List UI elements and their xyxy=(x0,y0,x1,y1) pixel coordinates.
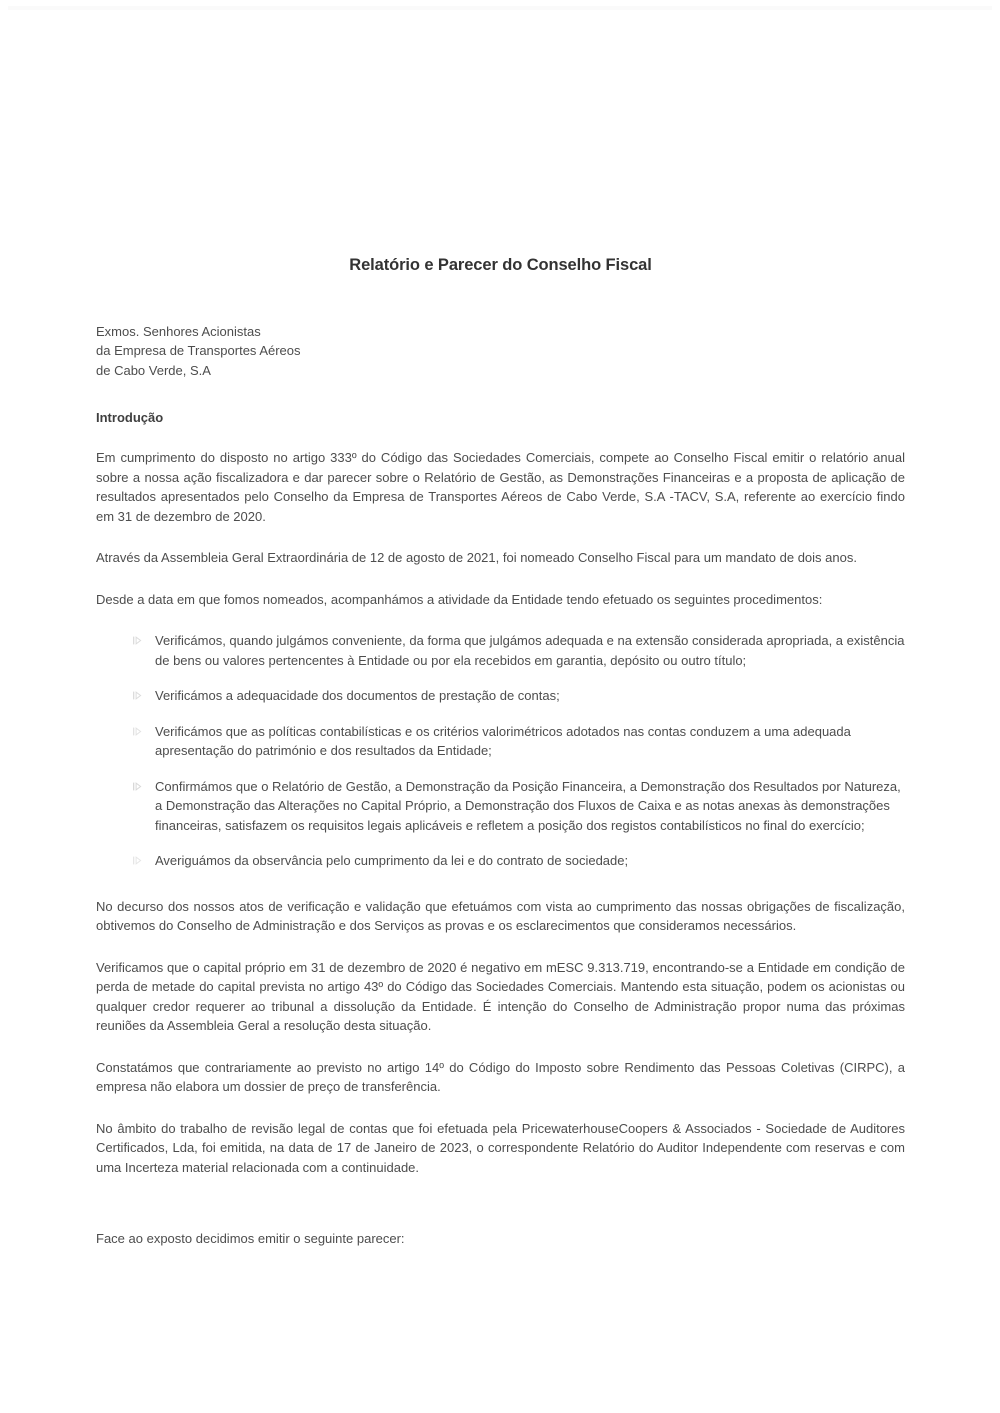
arrow-bullet-icon xyxy=(133,691,142,700)
arrow-bullet-icon xyxy=(133,856,142,865)
addressee-line-3: de Cabo Verde, S.A xyxy=(96,362,211,378)
list-item-text: Verificámos, quando julgámos conveniente, da forma que julgámos adequada e na extensão considerada apropriada, a existência de bens ou valores pertencentes à Entidade ou por ela recebidos em garantia, depósito ou outro título; xyxy=(155,633,905,668)
paragraph-mandate-scope: Em cumprimento do disposto no artigo 333º do Código das Sociedades Comerciais, compete ao Conselho Fiscal emitir o relatório anual sobre a nossa ação fiscalizadora e dar parecer sobre o Relatório de Gestão, as Demonstrações Financeiras e a proposta de aplicação de resultados apresentados pelo Conselho da Empresa de Transportes Aéreos de Cabo Verde, S.A -TACV, S.A, referente ao exercício findo em 31 de dezembro de 2020. xyxy=(96,450,905,524)
paragraph-negative-equity: Verificamos que o capital próprio em 31 de dezembro de 2020 é negativo em mESC 9.313.719, encontrando-se a Entidade em condição de perda de metade do capital prevista no artigo 43º do Código das Sociedades Comerciais. Mantendo esta situação, podem os acionistas ou qualquer credor requerer ao tribunal a dissolução da Entidade. É intenção do Conselho de Administração propor numa das próximas reuniões da Assembleia Geral a resolução desta situação. xyxy=(96,959,905,1034)
paragraph-transfer-pricing: Constatámos que contrariamente ao previsto no artigo 14º do Código do Imposto sobre Rendimento das Pessoas Coletivas (CIRPC), a empresa não elabora um dossier de preço de transferência. xyxy=(96,1059,905,1095)
list-item xyxy=(96,777,905,836)
arrow-bullet-icon xyxy=(133,727,142,736)
paragraph-closing-opinion: Face ao exposto decidimos emitir o seguinte parecer: xyxy=(96,1231,405,1247)
list-item-text: Verificámos que as políticas contabilísticas e os critérios valorimétricos adotados nas contas conduzem a uma adequada apresentação do património e dos resultados da Entidade; xyxy=(155,723,851,759)
list-item-text: Verificámos a adequacidade dos documentos de prestação de contas; xyxy=(155,688,560,704)
addressee-line-2: da Empresa de Transportes Aéreos xyxy=(96,343,301,359)
paragraph-verification-acts: No decurso dos nossos atos de verificação e validação que efetuámos com vista ao cumprimento das nossas obrigações de fiscalização, obtivemos do Conselho de Administração e dos Serviços as provas e os esclarecimentos que consideramos necessários. xyxy=(96,898,905,934)
list-item xyxy=(96,631,905,670)
list-item xyxy=(96,686,905,706)
document-body xyxy=(96,0,905,1249)
addressee-block xyxy=(96,322,905,381)
paragraph-auditor-report: No âmbito do trabalho de revisão legal de contas que foi efetuada pela PricewaterhouseCoopers & Associados - Sociedade de Auditores Certificados, Lda, foi emitida, na data de 17 de Janeiro de 2023, o correspondente Relatório do Auditor Independente com reservas e com uma Incerteza material relacionada com a continuidade. xyxy=(96,1120,905,1175)
list-item xyxy=(96,851,905,871)
arrow-bullet-icon xyxy=(133,782,142,791)
addressee-line-1: Exmos. Senhores Acionistas xyxy=(96,323,261,339)
list-item-text: Confirmámos que o Relatório de Gestão, a Demonstração da Posição Financeira, a Demonstração dos Resultados por Natureza, a Demonstração das Alterações no Capital Próprio, a Demonstração dos Fluxos de Caixa e as notas anexas às demonstrações financeiras, satisfazem os requisitos legais aplicáveis e refletem a posição dos registos contabilísticos no final do exercício; xyxy=(155,778,901,833)
procedures-list xyxy=(96,631,905,871)
section-heading-introducao: Introdução xyxy=(96,410,164,426)
spacer xyxy=(96,1177,905,1207)
paragraph-appointment: Através da Assembleia Geral Extraordinária de 12 de agosto de 2021, foi nomeado Conselho Fiscal para um mandato de dois anos. xyxy=(96,550,857,566)
list-item xyxy=(96,722,905,761)
paragraph-procedures-intro: Desde a data em que fomos nomeados, acompanhámos a atividade da Entidade tendo efetuado os seguintes procedimentos: xyxy=(96,591,823,607)
list-item-text: Averiguámos da observância pelo cumprimento da lei e do contrato de sociedade; xyxy=(155,853,629,869)
arrow-bullet-icon xyxy=(133,636,142,645)
page-title: Relatório e Parecer do Conselho Fiscal xyxy=(349,256,652,274)
